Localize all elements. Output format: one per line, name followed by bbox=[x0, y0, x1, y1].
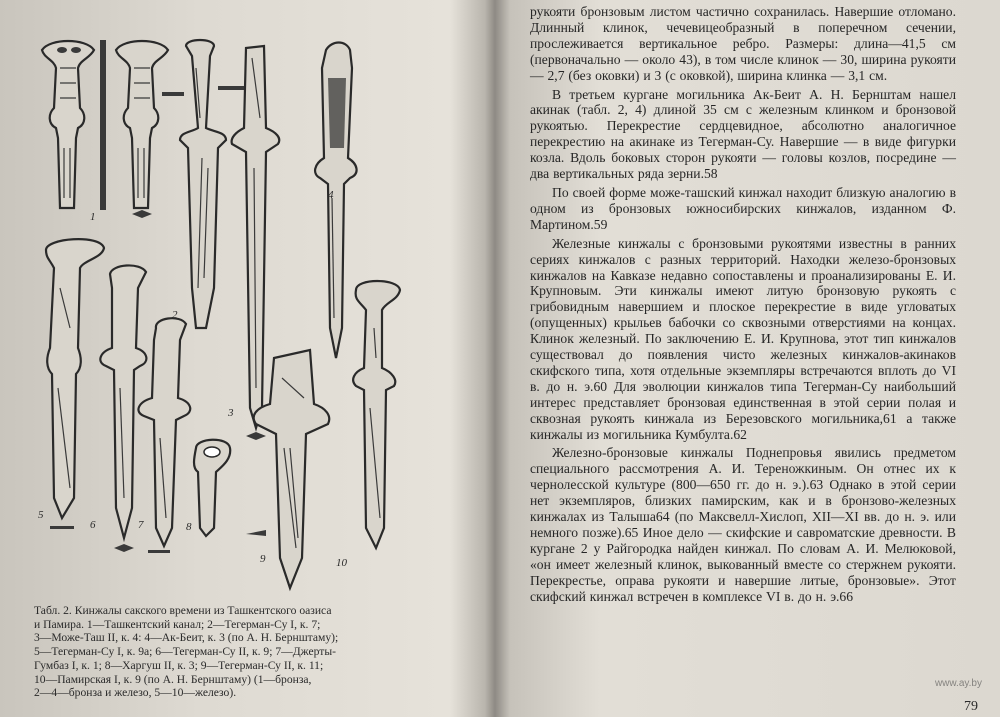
figure-label-10: 10 bbox=[336, 557, 347, 569]
dagger-7-drawing bbox=[138, 318, 190, 553]
dagger-4-drawing bbox=[315, 43, 357, 359]
dagger-2-drawing bbox=[162, 40, 226, 328]
paragraph: Железные кинжалы с бронзовыми рукоятями известны в ранних сериях кинжалов с разных территорий. Находки железо-бронзовых кинжалов на Кавказе недавно сопоставлены и проанализированы Е. И. Крупновым. Эти кинжалы имеют литую бронзовую рукоять с грибовидным навершием и плоское перекрестие в виде угловатых (опущенных) крыльев бабочки со сквозными отверстиями на концах. Клинок железный. По заключению Е. И. Крупнова, этот тип кинжалов существовал до появления чисто железных кинжалов-акинаков скифского типа, хотя отдельные экземпляры встречаются вплоть до VI в. до н. э.60 Для эволюции кинжалов типа Тегерман-Су наибольший интерес представляет бронзовая единственная в этой серии полая и сквозная рукоять кинжала из Березовского могильника,61 а также кинжалы из могильника Кумбулта.62 bbox=[530, 235, 956, 442]
page-number: 79 bbox=[964, 699, 978, 714]
paragraph: Железно-бронзовые кинжалы Поднепровья явились предметом специального рассмотрения А. И. Тереножкиным. Он отнес их к чернолесской культуре (800—650 гг. до н. э.).63 Однако в этой серии нет экземпляров, близких памирским, как и в бронзово-железных кинжалах из Талыша64 (по Максвелл-Хислоп, XII—XI вв. до н. э. или немного позже).65 Иное дело — скифские и савроматские древности. В кургане 2 у Райгородка найден кинжал. По словам А. И. Мелюковой, «он имеет железный клинок, выкованный вместе со стержнем рукояти. Перекрестье, оправа рукояти и навершие литые, бронзовые». Этот скифский кинжал встречен в комплексе VI в. до н. э.66 bbox=[530, 445, 956, 604]
caption-line: 5—Тегерман-Су I, к. 9а; 6—Тегерман-Су II, к. 9; 7—Джерты- bbox=[34, 645, 336, 659]
dagger-8-drawing bbox=[194, 440, 230, 536]
figure-label-4: 4 bbox=[328, 189, 334, 201]
dagger-plate-figure bbox=[20, 28, 470, 598]
dagger-3-drawing bbox=[218, 46, 279, 440]
figure-label-9: 9 bbox=[260, 553, 266, 565]
dagger-10-drawing bbox=[353, 281, 400, 548]
figure-label-6: 6 bbox=[90, 519, 96, 531]
dagger-1-back-view bbox=[116, 41, 168, 218]
caption-line: Табл. 2. Кинжалы сакского времени из Ташкентского оазиса bbox=[34, 604, 332, 617]
body-text bbox=[530, 4, 956, 608]
dagger-1-side-profile bbox=[100, 40, 106, 210]
figure-label-3: 3 bbox=[228, 407, 234, 419]
plate-caption bbox=[34, 604, 454, 700]
dagger-1-drawing bbox=[42, 41, 94, 208]
figure-label-7: 7 bbox=[138, 519, 144, 531]
left-page bbox=[0, 0, 490, 717]
paragraph: В третьем кургане могильника Ак-Беит А. Н. Бернштам нашел акинак (табл. 2, 4) длиной 35 см с железным клинком и бронзовой рукоятью. Перекрестие сердцевидное, абсолютно аналогичное перекрестию на акинаке из Тегерман-Су. Навершие — в виде фигурки козла. Вдоль боковых сторон рукояти — головы козлов, посредине — два вертикальных ряда зерни.58 bbox=[530, 86, 956, 182]
caption-line: Гумбаз I, к. 1; 8—Харгуш II, к. 3; 9—Тегерман-Су II, к. 11; bbox=[34, 658, 324, 672]
watermark: www.ay.by bbox=[934, 678, 982, 689]
caption-line: 10—Памирская I, к. 9 (по А. Н. Бернштаму) (1—бронза, bbox=[34, 672, 312, 686]
dagger-5-drawing bbox=[46, 239, 104, 529]
caption-line: и Памира. 1—Ташкентский канал; 2—Тегерман-Су I, к. 7; bbox=[34, 617, 321, 631]
figure-label-2: 2 bbox=[172, 309, 178, 321]
caption-line: 3—Може-Таш II, к. 4: 4—Ак-Беит, к. 3 (по А. Н. Бернштаму); bbox=[34, 631, 339, 645]
paragraph: рукояти бронзовым листом частично сохранилась. Навершие отломано. Длинный клинок, чечевицеобразный в поперечном сечении, прослеживается вертикальное ребро. Размеры: длина—41,5 см (первоначально — около 43), в том числе клинок — 30, ширина рукояти — 2,7 (без оковки) и 3 (с оковкой), ширина клинка — 3,1 см. bbox=[530, 4, 956, 83]
right-page bbox=[496, 0, 1000, 717]
paragraph: По своей форме може-ташский кинжал находит близкую аналогию в одном из бронзовых южносибирских кинжалов, изданном Ф. Мартином.59 bbox=[530, 184, 956, 232]
figure-label-8: 8 bbox=[186, 521, 192, 533]
caption-line: 2—4—бронза и железо, 5—10—железо). bbox=[34, 686, 237, 700]
figure-label-5: 5 bbox=[38, 509, 44, 521]
figure-label-1: 1 bbox=[90, 211, 96, 223]
